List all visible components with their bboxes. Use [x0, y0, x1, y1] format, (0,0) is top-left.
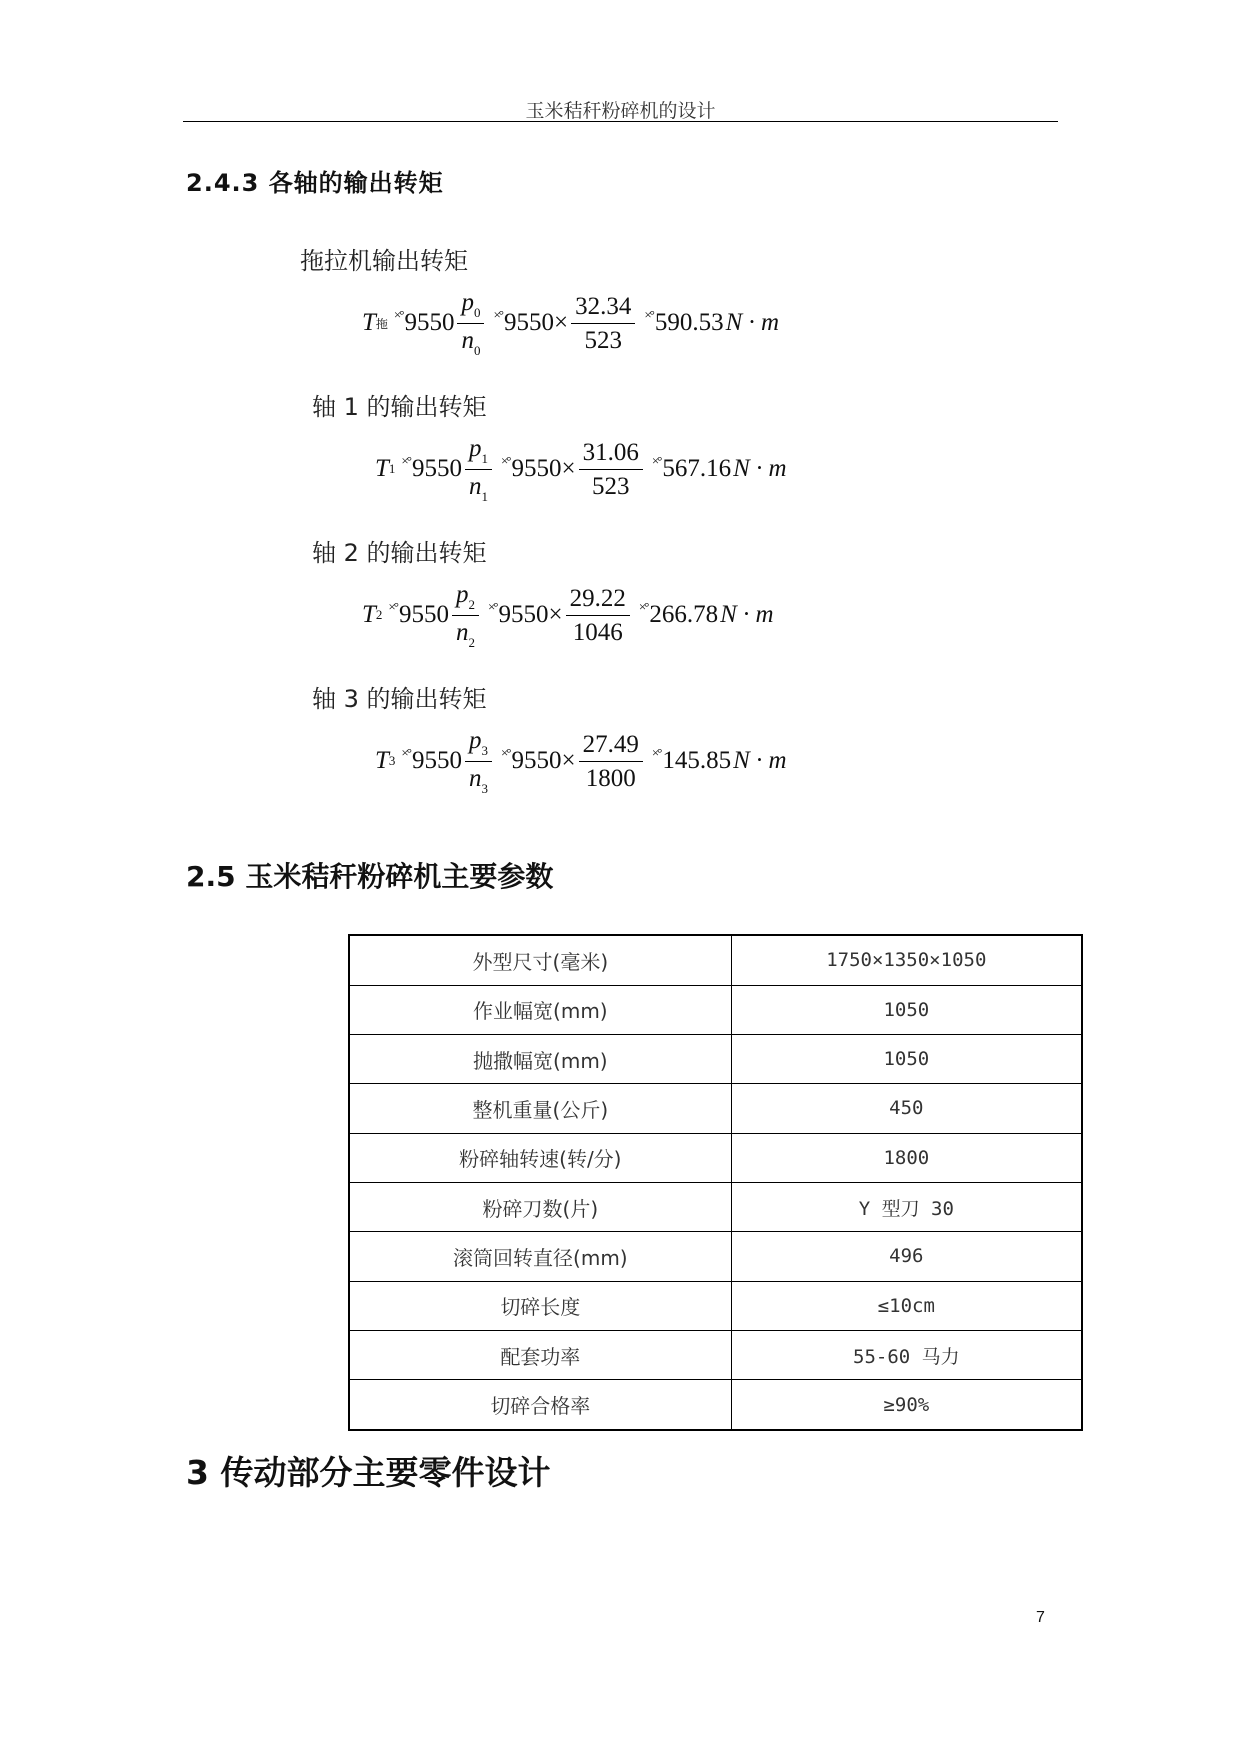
table-row [349, 1330, 1082, 1379]
param-value: 1750×1350×1050 [731, 935, 1082, 985]
value-fraction [571, 294, 635, 353]
eq-p: p [455, 580, 469, 608]
table-row [349, 1232, 1082, 1281]
section-heading-2-4-3: 2.4.3 各轴的输出转矩 [186, 169, 444, 197]
header-rule [183, 121, 1058, 122]
eq-numerator: 27.49 [579, 732, 643, 762]
eq-unit: N · m [733, 747, 787, 774]
eq-denominator: 1800 [585, 764, 636, 792]
value-fraction [579, 440, 643, 499]
power-speed-fraction [452, 582, 479, 649]
eq-n: n [468, 472, 482, 500]
eq-constant: 9550 [411, 455, 462, 482]
eq-n: n [461, 326, 474, 354]
eq-constant: 9550 [404, 309, 455, 336]
eq-symbol-sub: 拖 [375, 316, 388, 331]
approx-sign: ×° [393, 307, 403, 322]
power-speed-fraction [465, 436, 492, 503]
times-sign: × [553, 309, 569, 336]
eq-symbol-sub: 1 [388, 461, 396, 476]
eq-denominator: 523 [584, 326, 622, 354]
param-value: ≥90% [731, 1380, 1082, 1430]
eq-p-sub: 2 [468, 596, 475, 612]
eq-unit: N · m [720, 601, 774, 628]
parameters-table [348, 934, 1083, 1431]
eq-n-sub: 0 [473, 342, 481, 358]
power-speed-fraction [457, 290, 484, 357]
eq-constant: 9550 [511, 455, 562, 482]
table-row [349, 985, 1082, 1034]
eq-constant: 9550 [511, 747, 562, 774]
table-row [349, 1034, 1082, 1083]
eq-p: p [468, 434, 482, 462]
table-row [349, 935, 1082, 985]
eq-result: 567.16 [662, 455, 732, 482]
eq-n: n [468, 764, 482, 792]
eq-p-sub: 1 [481, 450, 488, 466]
param-name: 粉碎刀数(片) [349, 1182, 731, 1231]
approx-sign: ×° [638, 599, 648, 614]
torque-label-shaft-1: 轴 1 的输出转矩 [312, 393, 487, 421]
power-speed-fraction [465, 728, 492, 795]
table-row [349, 1281, 1082, 1330]
approx-sign: ×° [651, 453, 661, 468]
param-name: 粉碎轴转速(转/分) [349, 1133, 731, 1182]
section-heading-2-5: 2.5 玉米秸秆粉碎机主要参数 [186, 860, 554, 893]
approx-sign: ×° [388, 599, 397, 614]
table-row [349, 1084, 1082, 1133]
param-value: ≤10cm [731, 1281, 1082, 1330]
param-name: 整机重量(公斤) [349, 1084, 731, 1133]
approx-sign: ×° [401, 745, 410, 760]
eq-constant: 9550 [503, 309, 554, 336]
approx-sign: ×° [500, 453, 510, 468]
approx-sign: ×° [500, 745, 510, 760]
eq-constant: 9550 [398, 601, 449, 628]
eq-result: 145.85 [662, 747, 732, 774]
eq-unit: N · m [725, 309, 780, 336]
eq-symbol: T [375, 455, 389, 482]
approx-sign: ×° [644, 307, 653, 322]
eq-p-sub: 0 [473, 304, 481, 320]
eq-symbol: T [362, 309, 376, 336]
torque-equation-shaft-2 [362, 580, 774, 650]
param-name: 切碎合格率 [349, 1380, 731, 1430]
param-name: 抛撒幅宽(mm) [349, 1034, 731, 1083]
eq-result: 590.53 [654, 309, 724, 336]
eq-numerator: 29.22 [566, 586, 630, 616]
times-sign: × [548, 601, 563, 628]
value-fraction [566, 586, 630, 645]
eq-denominator: 1046 [572, 618, 623, 646]
param-name: 切碎长度 [349, 1281, 731, 1330]
param-value: 1050 [731, 1034, 1082, 1083]
torque-equation-shaft-3 [375, 726, 787, 796]
chapter-heading-3: 3 传动部分主要零件设计 [186, 1453, 551, 1492]
table-row [349, 1380, 1082, 1430]
eq-n-sub: 3 [481, 780, 488, 796]
page-number: 7 [1036, 1609, 1045, 1626]
param-value: 496 [731, 1232, 1082, 1281]
value-fraction [579, 732, 643, 791]
param-name: 作业幅宽(mm) [349, 985, 731, 1034]
eq-p: p [468, 726, 482, 754]
approx-sign: ×° [651, 745, 661, 760]
param-value: 1800 [731, 1133, 1082, 1182]
param-name: 配套功率 [349, 1330, 731, 1379]
eq-symbol: T [362, 601, 376, 628]
torque-equation-shaft-1 [375, 434, 787, 504]
eq-numerator: 31.06 [579, 440, 643, 470]
eq-constant: 9550 [411, 747, 462, 774]
eq-n-sub: 2 [468, 634, 475, 650]
param-value: 1050 [731, 985, 1082, 1034]
eq-symbol-sub: 3 [388, 753, 396, 768]
eq-symbol: T [375, 747, 389, 774]
torque-label-tractor: 拖拉机输出转矩 [300, 247, 468, 275]
times-sign: × [561, 747, 576, 774]
eq-symbol-sub: 2 [375, 607, 383, 622]
table-row [349, 1182, 1082, 1231]
torque-equation-tractor [362, 288, 779, 358]
table-row [349, 1133, 1082, 1182]
param-value: 450 [731, 1084, 1082, 1133]
eq-constant: 9550 [498, 601, 549, 628]
torque-label-shaft-2: 轴 2 的输出转矩 [312, 539, 487, 567]
eq-p: p [461, 288, 474, 316]
param-value: 55-60 马力 [731, 1330, 1082, 1379]
eq-result: 266.78 [649, 601, 719, 628]
torque-label-shaft-3: 轴 3 的输出转矩 [312, 685, 487, 713]
eq-numerator: 32.34 [571, 294, 635, 324]
param-value: Y 型刀 30 [731, 1182, 1082, 1231]
param-name: 滚筒回转直径(mm) [349, 1232, 731, 1281]
times-sign: × [561, 455, 576, 482]
approx-sign: ×° [487, 599, 497, 614]
approx-sign: ×° [401, 453, 410, 468]
param-name: 外型尺寸(毫米) [349, 935, 731, 985]
running-header: 玉米秸秆粉碎机的设计 [525, 100, 716, 122]
eq-p-sub: 3 [481, 742, 488, 758]
approx-sign: ×° [493, 307, 502, 322]
eq-n: n [455, 618, 469, 646]
eq-n-sub: 1 [481, 488, 488, 504]
eq-unit: N · m [733, 455, 787, 482]
eq-denominator: 523 [591, 472, 630, 500]
